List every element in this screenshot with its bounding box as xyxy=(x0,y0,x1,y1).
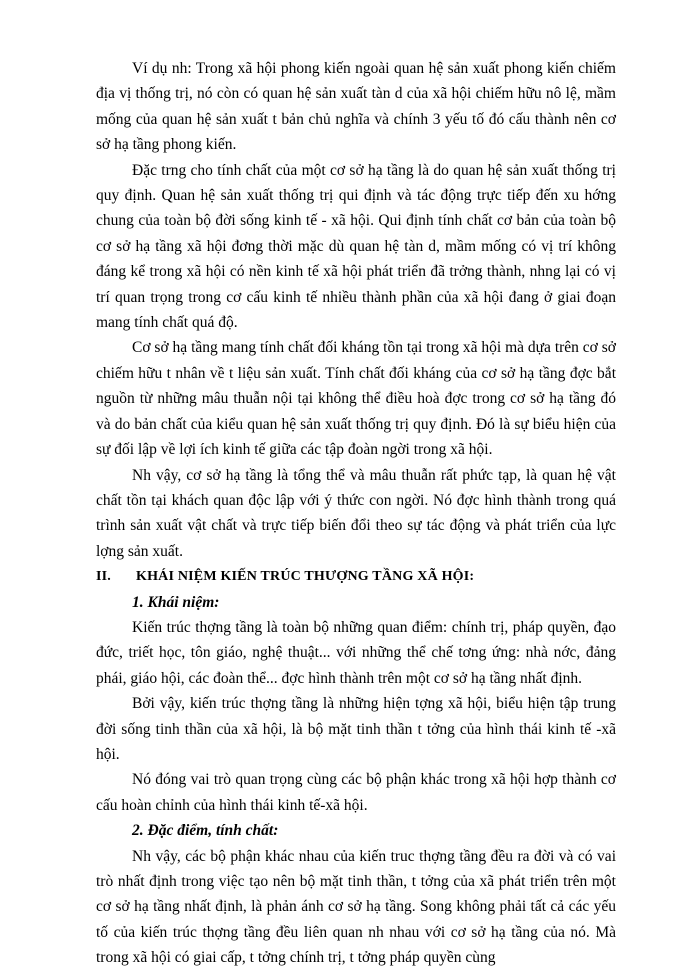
paragraph-role: Nó đóng vai trò quan trọng cùng các bộ phận khác trong xã hội hợp thành cơ cấu hoàn chỉnh của hình thái kinh tế-xã hội. xyxy=(96,771,616,814)
subheading-characteristics: 2. Đặc điểm, tính chất: xyxy=(132,822,279,840)
paragraph-components: Nh vậy, các bộ phận khác nhau của kiến truc thợng tầng đều ra đời và có vai trò nhất định trong việc tạo nên bộ mặt tinh thần, t tởng của xã phát triển trên một cơ sở hạ tầng nhất định, là phản ánh cơ sở hạ tầng. Song không phải tất cả các yếu tố của kiến trúc thợng tầng đều liên quan nh nhau với cơ sở hạ tầng của nó. Mà trong xã hội có giai cấp, t tởng chính trị, t tởng pháp quyền cùng xyxy=(96,847,616,967)
section-title: KHÁI NIỆM KIẾN TRÚC THƯỢNG TẦNG XÃ HỘI: xyxy=(136,569,475,585)
section-number: II. xyxy=(96,569,111,585)
paragraph-antagonistic: Cơ sở hạ tầng mang tính chất đối kháng tồn tại trong xã hội mà dựa trên cơ sở chiếm hữu t nhân về t liệu sản xuất. Tính chất đối kháng của cơ sở hạ tầng đợc bắt nguồn từ những mâu thuẫn nội tại không thể điều hoà đợc trong cơ sở hạ tầng đó và do bản chất của kiểu quan hệ sản xuất thống trị quy định. Đó là sự biểu hiện của sự đối lập về lợi ích kinh tế giữa các tập đoàn ngời trong xã hội. xyxy=(96,339,616,459)
document-page xyxy=(96,56,616,971)
paragraph-definition: Kiến trúc thợng tầng là toàn bộ những quan điểm: chính trị, pháp quyền, đạo đức, triết học, tôn giáo, nghệ thuật... với những thể chế tơng ứng: nhà nớc, đảng phái, giáo hội, các đoàn thể... đợc hình thành trên một cơ sở hạ tầng nhất định. xyxy=(96,618,616,687)
paragraph-example-feudal: Ví dụ nh: Trong xã hội phong kiến ngoài quan hệ sản xuất phong kiến chiếm địa vị thống trị, nó còn có quan hệ sản xuất tàn d của xã hội chiếm hữu nô lệ, mầm mống của quan hệ sản xuất t bản chủ nghĩa và chính 3 yếu tố đó cấu thành nên cơ sở hạ tầng phong kiến. xyxy=(96,60,616,154)
subheading-concept: 1. Khái niệm: xyxy=(132,593,220,611)
section-heading xyxy=(96,564,616,589)
paragraph-phenomena: Bởi vậy, kiến trúc thợng tầng là những hiện tợng xã hội, biểu hiện tập trung đời sống tinh thần của xã hội, là bộ mặt tinh thần t tởng của hình thái kinh tế -xã hội. xyxy=(96,695,616,763)
paragraph-characteristic: Đặc trng cho tính chất của một cơ sở hạ tầng là do quan hệ sản xuất thống trị quy định. Quan hệ sản xuất thống trị qui định và tác động trực tiếp đến xu hớng chung của toàn bộ đời sống kinh tế - xã hội. Qui định tính chất cơ bản của toàn bộ cơ sở hạ tầng xã hội đơng thời mặc dù quan hệ tàn d, mầm mống có vị trí không đáng kể trong xã hội có nền kinh tế xã hội phát triển đã trởng thành, nhng lại có vị trí quan trọng trong cơ cấu kinh tế nhiều thành phần của xã hội đang ở giai đoạn mang tính chất quá độ. xyxy=(96,161,616,332)
paragraph-conclusion: Nh vậy, cơ sở hạ tầng là tổng thể và mâu thuẫn rất phức tạp, là quan hệ vật chất tồn tại khách quan độc lập với ý thức con ngời. Nó đợc hình thành trong quá trình sản xuất vật chất và trực tiếp biến đổi theo sự tác động và phát triển của lực lợng sản xuất. xyxy=(96,466,616,560)
